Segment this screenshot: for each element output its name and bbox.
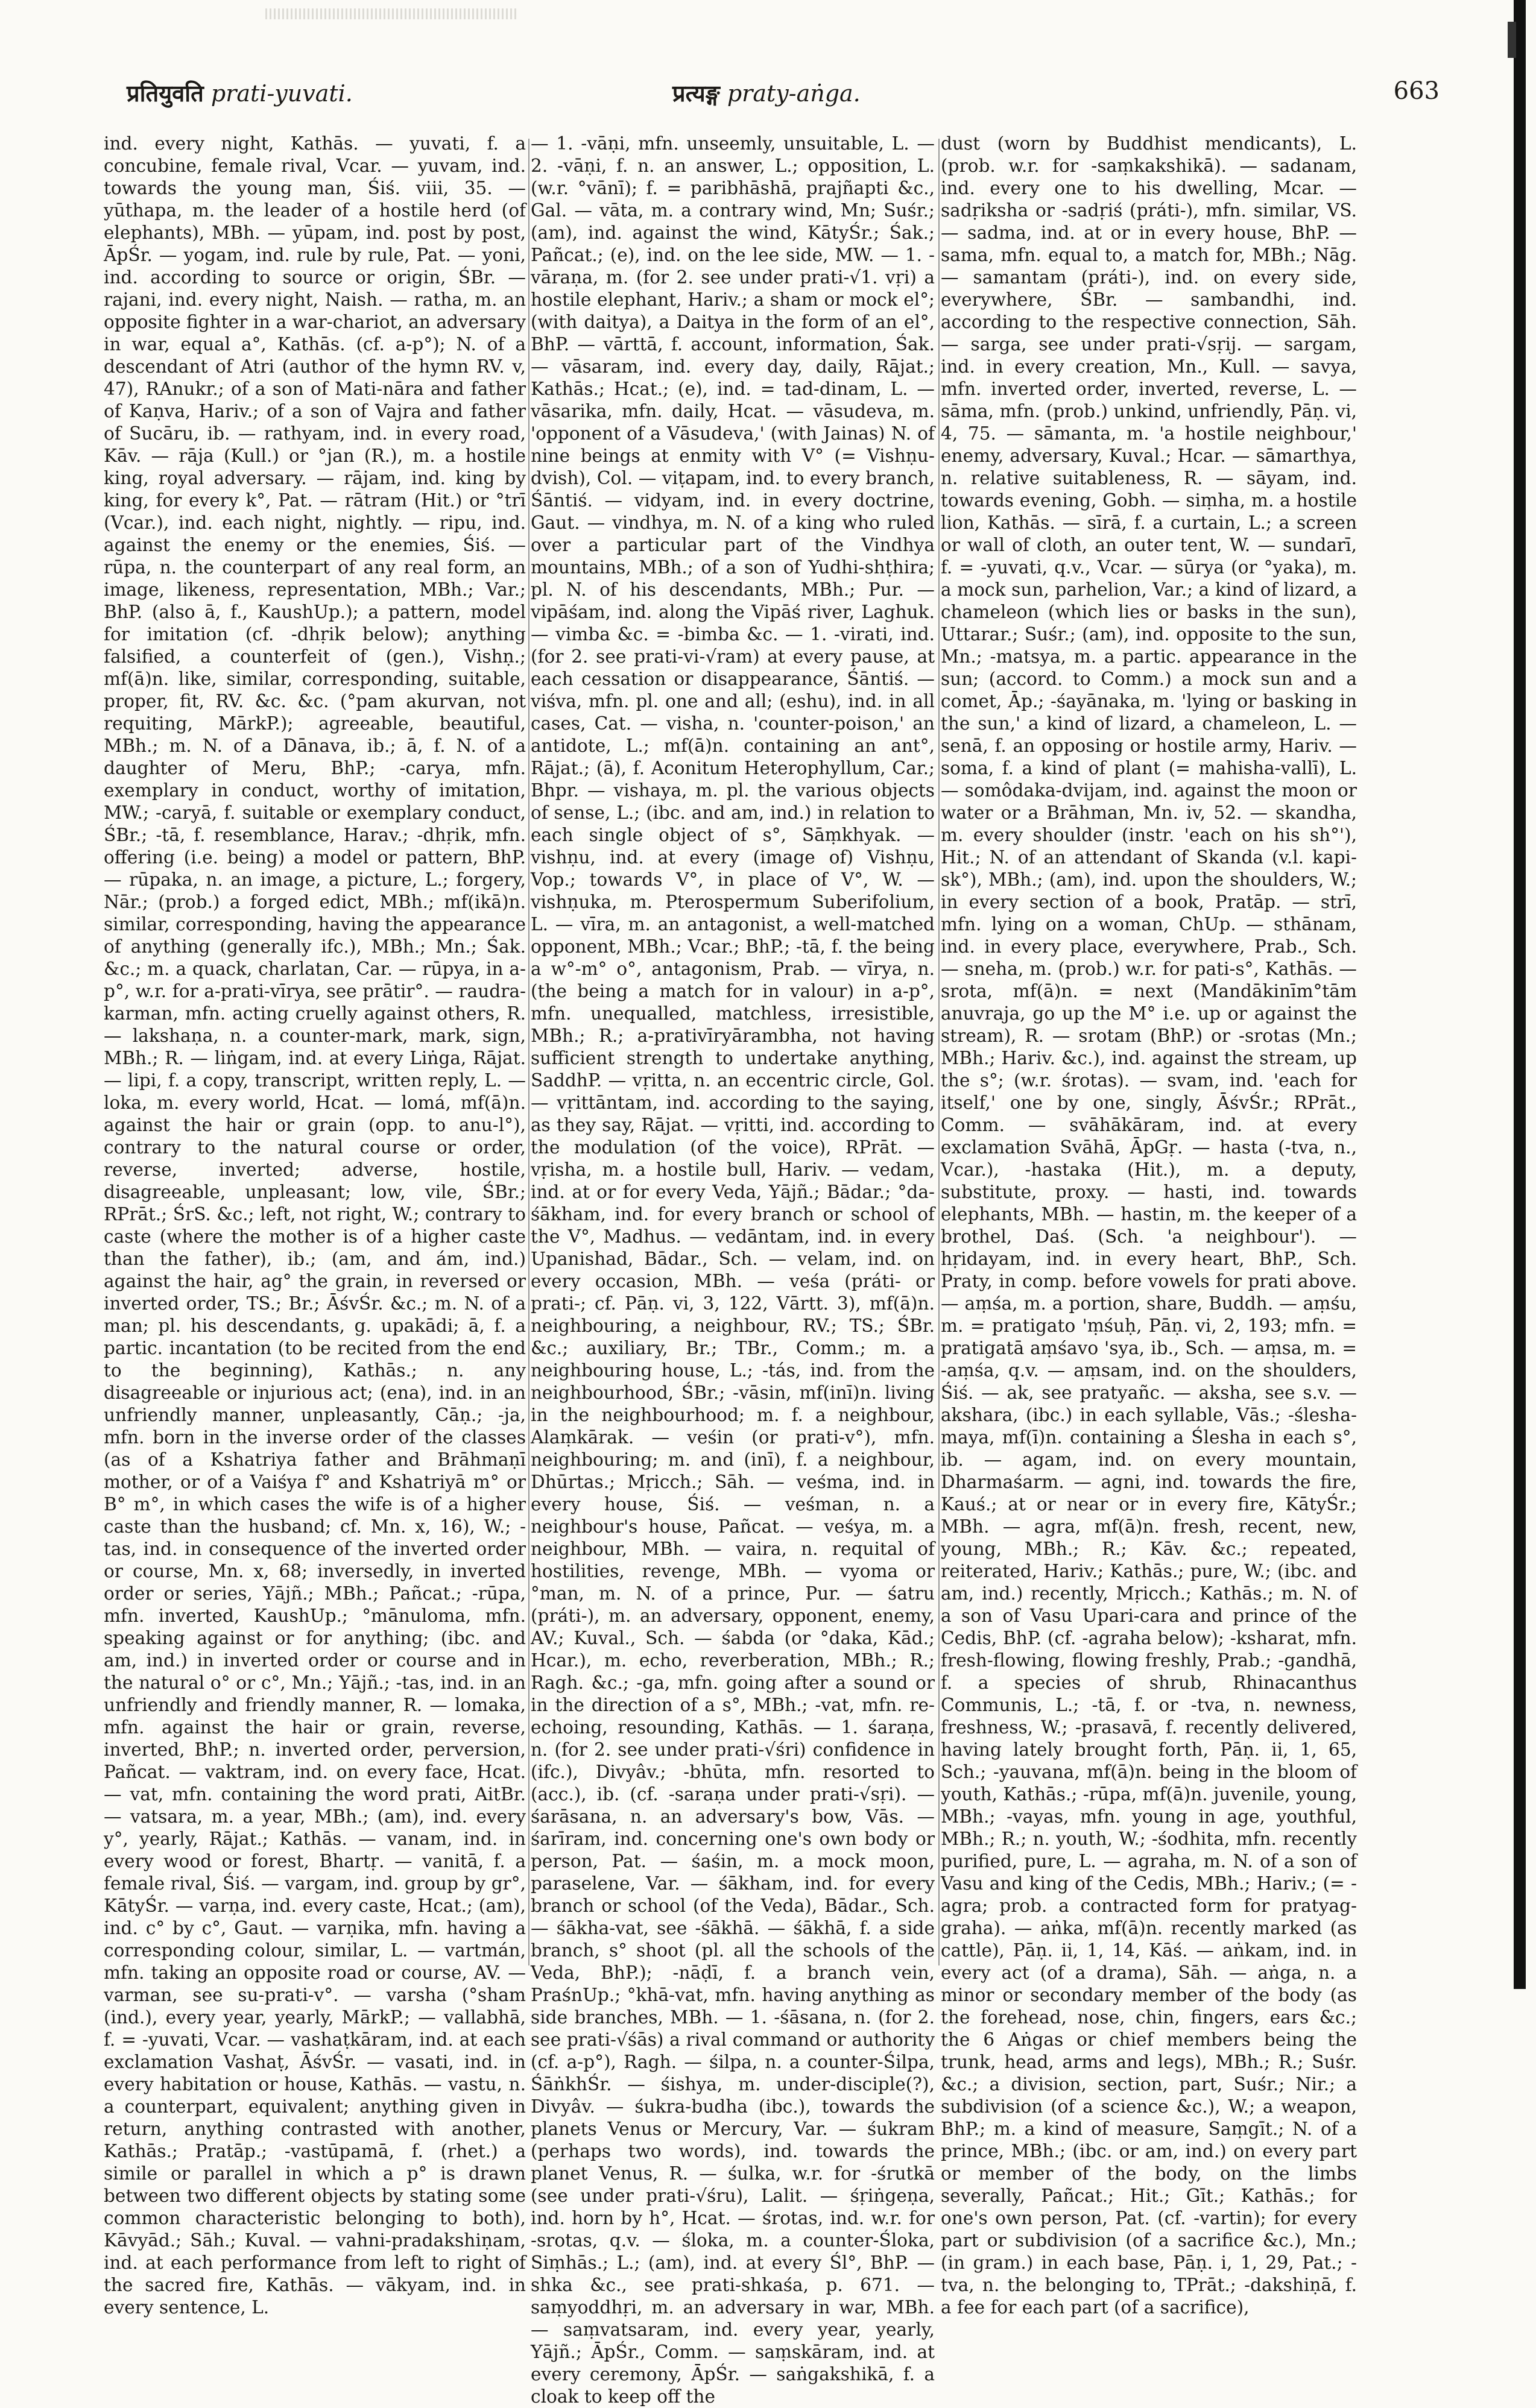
header-center-devanagari: प्रत्यङ्ग [672, 80, 720, 107]
header-center-iast: praty-aṅga. [727, 80, 861, 107]
column-divider [938, 139, 940, 1965]
column-2 [531, 133, 935, 2407]
page-edge-shadow [1514, 0, 1526, 1989]
header-left-devanagari: प्रतियुवति [127, 80, 204, 107]
column-3-text: dust (worn by Buddhist mendicants), L. (prob. w.r. for -saṃkakshikā). — sadanam, ind. every one to his dwelling, Mcar. — sadṛiksha or -sadṛiś (práti-), mfn. similar, VS. — sadma, ind. at or in every house, BhP. — sama, mfn. equal to, a match for, MBh.; Nāg. — samantam (práti-), ind. on every side, everywhere, ŚBr. — sambandhi, ind. according to the respective connection, Sāh. — sarga, see under prati-√sṛij. — sargam, ind. in every creation, Mn., Kull. — savya, mfn. inverted order, inverted, reverse, L. — sāma, mfn. (prob.) unkind, unfriendly, Pāṇ. vi, 4, 75. — sāmanta, m. 'a hostile neighbour,' enemy, adversary, Kuval.; Hcar. — sāmarthya, n. relative suitableness, R. — sāyam, ind. towards evening, Gobh. — siṃha, m. a hostile lion, Kathās. — sīrā, f. a curtain, L.; a screen or wall of cloth, an outer tent, W. — sundarī, f. = -yuvati, q.v., Vcar. — sūrya (or °yaka), m. a mock sun, parhelion, Var.; a kind of lizard, a chameleon (which lies or basks in the sun), Uttarar.; Suśr.; (am), ind. opposite to the sun, Mn.; -matsya, m. a partic. appearance in the sun; (accord. to Comm.) a mock sun and a comet, Āp.; -śayānaka, m. 'lying or basking in the sun,' a kind of lizard, a chameleon, L. — senā, f. an opposing or hostile army, Hariv. — soma, f. a kind of plant (= mahisha-vallī), L. — somôdaka-dvijam, ind. against the moon or water or a Brāhman, Mn. iv, 52. — skandha, m. every shoulder (instr. 'each on his sh°'), Hit.; N. of an attendant of Skanda (v.l. kapi-sk°), MBh.; (am), ind. upon the shoulders, W.; in every section of a book, Pratāp. — strī, mfn. lying on a woman, ChUp. — sthānam, ind. in every place, everywhere, Prab., Sch. — sneha, m. (prob.) w.r. for pati-s°, Kathās. — srota, mf(ā)n. = next (Mandākinīm°tām anuvraja, go up the M° i.e. up or against the stream), R. — srotam (BhP.) or -srotas (Mn.; MBh.; Hariv. &c.), ind. against the stream, up the s°; (w.r. śrotas). — svam, ind. 'each for itself,' one by one, singly, ĀśvŚr.; RPrāt., Comm. — svāhākāram, ind. at every exclamation Svāhā, ĀpGṛ. — hasta (-tva, n., Vcar.), -hastaka (Hit.), m. a deputy, substitute, proxy. — hasti, ind. towards elephants, MBh. — hastin, m. the keeper of a brothel, Daś. (Sch. 'a neighbour'). — hṛidayam, ind. in every heart, BhP., Sch. Praty, in comp. before vowels for prati above. — aṃśa, m. a portion, share, Buddh. — aṃśu, m. = pratigato 'ṃśuḥ, Pāṇ. vi, 2, 193; mfn. = pratigatā aṃśavo 'sya, ib., Sch. — aṃsa, m. = -aṃśa, q.v. — aṃsam, ind. on the shoulders, Śiś. — ak, see pratyañc. — aksha, see s.v. — akshara, (ibc.) in each syllable, Vās.; -ślesha-maya, mf(ī)n. containing a Ślesha in each s°, ib. — agam, ind. on every mountain, Dharmaśarm. — agni, ind. towards the fire, Kauś.; at or near or in every fire, KātyŚr.; MBh. — agra, mf(ā)n. fresh, recent, new, young, MBh.; R.; Kāv. &c.; repeated, reiterated, Hariv.; Kathās.; pure, W.; (ibc. and am, ind.) recently, Mṛicch.; Kathās.; m. N. of a son of Vasu Upari-cara and prince of the Cedis, BhP. (cf. -agraha below); -ksharat, mfn. fresh-flowing, flowing freshly, Prab.; -gandhā, f. a species of shrub, Rhinacanthus Communis, L.; -tā, f. or -tva, n. newness, freshness, W.; -prasavā, f. recently delivered, having lately brought forth, Pāṇ. ii, 1, 65, Sch.; -yauvana, mf(ā)n. being in the bloom of youth, Kathās.; -rūpa, mf(ā)n. juvenile, young, MBh.; -vayas, mfn. young in age, youthful, MBh.; R.; n. youth, W.; -śodhita, mfn. recently purified, pure, L. — agraha, m. N. of a son of Vasu and king of the Cedis, MBh.; Hariv.; (= -agra; prob. a contracted form for pratyag-graha). — aṅka, mf(ā)n. recently marked (as cattle), Pāṇ. ii, 1, 14, Kāś. — aṅkam, ind. in every act (of a drama), Sāh. — aṅga, n. a minor or secondary member of the body (as the forehead, nose, chin, fingers, ears &c.; the 6 Aṅgas or chief members being the trunk, head, arms and legs), MBh.; R.; Suśr. &c.; a division, section, part, Suśr.; Nir.; a subdivision (of a science &c.), W.; a weapon, BhP.; m. a kind of measure, Saṃgīt.; N. of a prince, MBh.; (ibc. or am, ind.) on every part or member of the body, on the limbs severally, Pañcat.; Hit.; Gīt.; Kathās.; for one's own person, Pat. (cf. -vartin); for every part or subdivision (of a sacrifice &c.), Mn.; (in gram.) in each base, Pāṇ. i, 1, 29, Pat.; -tva, n. the belonging to, TPrāt.; -dakshiṇā, f. a fee for each part (of a sacrifice), [941, 133, 1357, 2318]
column-1-text: ind. every night, Kathās. — yuvati, f. a concubine, female rival, Vcar. — yuvam, ind. towards the young man, Śiś. viii, 35. — yūthapa, m. the leader of a hostile herd (of elephants), MBh. — yūpam, ind. post by post, ĀpŚr. — yogam, ind. rule by rule, Pat. — yoni, ind. according to source or origin, ŚBr. — rajani, ind. every night, Naish. — ratha, m. an opposite fighter in a war-chariot, an adversary in war, equal a°, Kathās. (cf. a-p°); N. of a descendant of Atri (author of the hymn RV. v, 47), RAnukr.; of a son of Mati-nāra and father of Kaṇva, Hariv.; of a son of Vajra and father of Sucāru, ib. — rathyam, ind. in every road, Kāv. — rāja (Kull.) or °jan (R.), m. a hostile king, royal adversary. — rājam, ind. king by king, for every k°, Pat. — rātram (Hit.) or °trī (Vcar.), ind. each night, nightly. — ripu, ind. against the enemy or the enemies, Śiś. — rūpa, n. the counterpart of any real form, an image, likeness, representation, MBh.; Var.; BhP. (also ā, f., KaushUp.); a pattern, model for imitation (cf. -dhṛik below); anything falsified, a counterfeit of (gen.), Vishṇ.; mf(ā)n. like, similar, corresponding, suitable, proper, fit, RV. &c. &c. (°pam akurvan, not requiting, MārkP.); agreeable, beautiful, MBh.; m. N. of a Dānava, ib.; ā, f. N. of a daughter of Meru, BhP.; -carya, mfn. exemplary in conduct, worthy of imitation, MW.; -caryā, f. suitable or exemplary conduct, ŚBr.; -tā, f. resemblance, Harav.; -dhṛik, mfn. offering (i.e. being) a model or pattern, BhP. — rūpaka, n. an image, a picture, L.; forgery, Nār.; (prob.) a forged edict, MBh.; mf(ikā)n. similar, corresponding, having the appearance of anything (generally ifc.), MBh.; Mn.; Śak. &c.; m. a quack, charlatan, Car. — rūpya, in a-p°, w.r. for a-prati-vīrya, see prātir°. — raudra-karman, mfn. acting cruelly against others, R. — lakshaṇa, n. a counter-mark, mark, sign, MBh.; R. — liṅgam, ind. at every Liṅga, Rājat. — lipi, f. a copy, transcript, written reply, L. — loka, m. every world, Hcat. — lomá, mf(ā)n. against the hair or grain (opp. to anu-l°), contrary to the natural course or order, reverse, inverted; adverse, hostile, disagreeable, unpleasant; low, vile, ŚBr.; RPrāt.; ŚrS. &c.; left, not right, W.; contrary to caste (where the mother is of a higher caste than the father), ib.; (am, and ám, ind.) against the hair, ag° the grain, in reversed or inverted order, TS.; Br.; ĀśvŚr. &c.; m. N. of a man; pl. his descendants, g. upakādi; ā, f. a partic. incantation (to be recited from the end to the beginning), Kathās.; n. any disagreeable or injurious act; (ena), ind. in an unfriendly manner, unpleasantly, Cāṇ.; -ja, mfn. born in the inverse order of the classes (as of a Kshatriya father and Brāhmaṇī mother, or of a Vaiśya f° and Kshatriyā m° or B° m°, in which cases the wife is of a higher caste than the husband; cf. Mn. x, 16), W.; -tas, ind. in consequence of the inverted order or course, Mn. x, 68; inversedly, in inverted order or series, Yājñ.; MBh.; Pañcat.; -rūpa, mfn. inverted, KaushUp.; °mānuloma, mfn. speaking against or for anything; (ibc. and am, ind.) in inverted order or course and in the natural o° or c°, Mn.; Yājñ.; -tas, ind. in an unfriendly and friendly manner, R. — lomaka, mfn. against the hair or grain, reverse, inverted, BhP.; n. inverted order, perversion, Pañcat. — vaktram, ind. on every face, Hcat. — vat, mfn. containing the word prati, AitBr. — vatsara, m. a year, MBh.; (am), ind. every y°, yearly, Rājat.; Kathās. — vanam, ind. in every wood or forest, Bhartṛ. — vanitā, f. a female rival, Śiś. — vargam, ind. group by gr°, KātyŚr. — varṇa, ind. every caste, Hcat.; (am), ind. c° by c°, Gaut. — varṇika, mfn. having a corresponding colour, similar, L. — vartmán, mfn. taking an opposite road or course, AV. — varman, see su-prati-v°. — varsha (°sham (ind.), every year, yearly, MārkP.; — vallabhā, f. = -yuvati, Vcar. — vashaṭkāram, ind. at each exclamation Vashaṭ, ĀśvŚr. — vasati, ind. in every habitation or house, Kathās. — vastu, n. a counterpart, equivalent; anything given in return, anything contrasted with another, Kathās.; Pratāp.; -vastūpamā, f. (rhet.) a simile or parallel in which a p° is drawn between two different objects by stating some common characteristic belonging to both), Kāvyād.; Sāh.; Kuval. — vahni-pradakshiṇam, ind. at each performance from left to right of the sacred fire, Kathās. — vākyam, ind. in every sentence, L. [104, 133, 526, 2318]
column-divider [528, 139, 529, 1965]
page-number: 663 [1393, 77, 1440, 105]
running-header [103, 77, 1458, 125]
page-edge-mark [1508, 22, 1516, 58]
header-center-headword [672, 77, 861, 109]
header-left-iast: prati-yuvati. [210, 80, 353, 107]
column-1 [104, 133, 526, 2318]
header-left-headword [127, 77, 353, 109]
column-2-text: — 1. -vāṇi, mfn. unseemly, unsuitable, L. — 2. -vāṇi, f. n. an answer, L.; opposition, L. (w.r. °vānī); f. = paribhāshā, prajñapti &c., Gal. — vāta, m. a contrary wind, Mn; Suśr.; (am), ind. against the wind, KātyŚr.; Śak.; Pañcat.; (e), ind. on the lee side, MW. — 1. -vāraṇa, m. (for 2. see under prati-√1. vṛi) a hostile elephant, Hariv.; a sham or mock el°; (with daitya), a Daitya in the form of an el°, BhP. — vārttā, f. account, information, Śak. — vāsaram, ind. every day, daily, Rājat.; Kathās.; Hcat.; (e), ind. = tad-dinam, L. — vāsarika, mfn. daily, Hcat. — vāsudeva, m. 'opponent of a Vāsudeva,' (with Jainas) N. of nine beings at enmity with V° (= Vishṇu-dvish), Col. — viṭapam, ind. to every branch, Śāntiś. — vidyam, ind. in every doctrine, Gaut. — vindhya, m. N. of a king who ruled over a particular part of the Vindhya mountains, MBh.; of a son of Yudhi-shṭhira; pl. N. of his descendants, MBh.; Pur. — vipāśam, ind. along the Vipāś river, Laghuk. — vimba &c. = -bimba &c. — 1. -virati, ind. (for 2. see prati-vi-√ram) at every pause, at each cessation or disappearance, Śāntiś. — viśva, mfn. pl. one and all; (eshu), ind. in all cases, Cat. — visha, n. 'counter-poison,' an antidote, L.; mf(ā)n. containing an ant°, Rājat.; (ā), f. Aconitum Heterophyllum, Car.; Bhpr. — vishaya, m. pl. the various objects of sense, L.; (ibc. and am, ind.) in relation to each single object of s°, Sāṃkhyak. — vishṇu, ind. at every (image of) Vishṇu, Vop.; towards V°, in place of V°, W. — vishṇuka, m. Pterospermum Suberifolium, L. — vīra, m. an antagonist, a well-matched opponent, MBh.; Vcar.; BhP.; -tā, f. the being a w°-m° o°, antagonism, Prab. — vīrya, n. (the being a match for in valour) in a-p°, mfn. unequalled, matchless, irresistible, MBh.; R.; a-prativīryārambha, not having sufficient strength to undertake anything, SaddhP. — vṛitta, n. an eccentric circle, Gol. — vṛittāntam, ind. according to the saying, as they say, Rājat. — vṛitti, ind. according to the modulation (of the voice), RPrāt. — vṛisha, m. a hostile bull, Hariv. — vedam, ind. at or for every Veda, Yājñ.; Bādar.; °da-śākham, ind. for every branch or school of the V°, Madhus. — vedāntam, ind. in every Upanishad, Bādar., Sch. — velam, ind. on every occasion, MBh. — veśa (práti- or prati-; cf. Pāṇ. vi, 3, 122, Vārtt. 3), mf(ā)n. neighbouring, a neighbour, RV.; TS.; ŚBr. &c.; auxiliary, Br.; TBr., Comm.; m. a neighbouring house, L.; -tás, ind. from the neighbourhood, ŚBr.; -vāsin, mf(inī)n. living in the neighbourhood; m. f. a neighbour, Alaṃkārak. — veśin (or prati-v°), mfn. neighbouring; m. and (inī), f. a neighbour, Dhūrtas.; Mṛicch.; Sāh. — veśma, ind. in every house, Śiś. — veśman, n. a neighbour's house, Pañcat. — veśya, m. a neighbour, MBh. — vaira, n. requital of hostilities, revenge, MBh. — vyoma or °man, m. N. of a prince, Pur. — śatru (práti-), m. an adversary, opponent, enemy, AV.; Kuval., Sch. — śabda (or °daka, Kād.; Hcar.), m. echo, reverberation, MBh.; R.; Ragh. &c.; -ga, mfn. going after a sound or in the direction of a s°, MBh.; -vat, mfn. re-echoing, resounding, Kathās. — 1. śaraṇa, n. (for 2. see under prati-√śri) confidence in (ifc.), Divyâv.; -bhūta, mfn. resorted to (acc.), ib. (cf. -saraṇa under prati-√sṛi). — śarāsana, n. an adversary's bow, Vās. — śarīram, ind. concerning one's own body or person, Pat. — śaśin, m. a mock moon, paraselene, Var. — śākham, ind. for every branch or school (of the Veda), Bādar., Sch. — śākha-vat, see -śākhā. — śākhā, f. a side branch, s° shoot (pl. all the schools of the Veda, BhP.); -nāḍī, f. a branch vein, PraśnUp.; °khā-vat, mfn. having anything as side branches, MBh. — 1. -śāsana, n. (for 2. see prati-√śās) a rival command or authority (cf. a-p°), Ragh. — śilpa, n. a counter-Śilpa, ŚāṅkhŚr. — śishya, m. under-disciple(?), Divyâv. — śukra-budha (ibc.), towards the planets Venus or Mercury, Var. — śukram (perhaps two words), ind. towards the planet Venus, R. — śulka, w.r. for -śrutkā (see under prati-√śru), Lalit. — śṛiṅgeṇa, ind. horn by h°, Hcat. — śrotas, ind. w.r. for -srotas, q.v. — śloka, m. a counter-Śloka, Siṃhās.; L.; (am), ind. at every Śl°, BhP. — shka &c., see prati-shkaśa, p. 671. — saṃyoddhṛi, m. an adversary in war, MBh. — saṃvatsaram, ind. every year, yearly, Yājñ.; ĀpŚr., Comm. — saṃskāram, ind. at every ceremony, ĀpŚr. — saṅgakshikā, f. a cloak to keep off the [531, 133, 935, 2407]
column-3 [941, 133, 1357, 2318]
scan-artifact [265, 8, 519, 19]
